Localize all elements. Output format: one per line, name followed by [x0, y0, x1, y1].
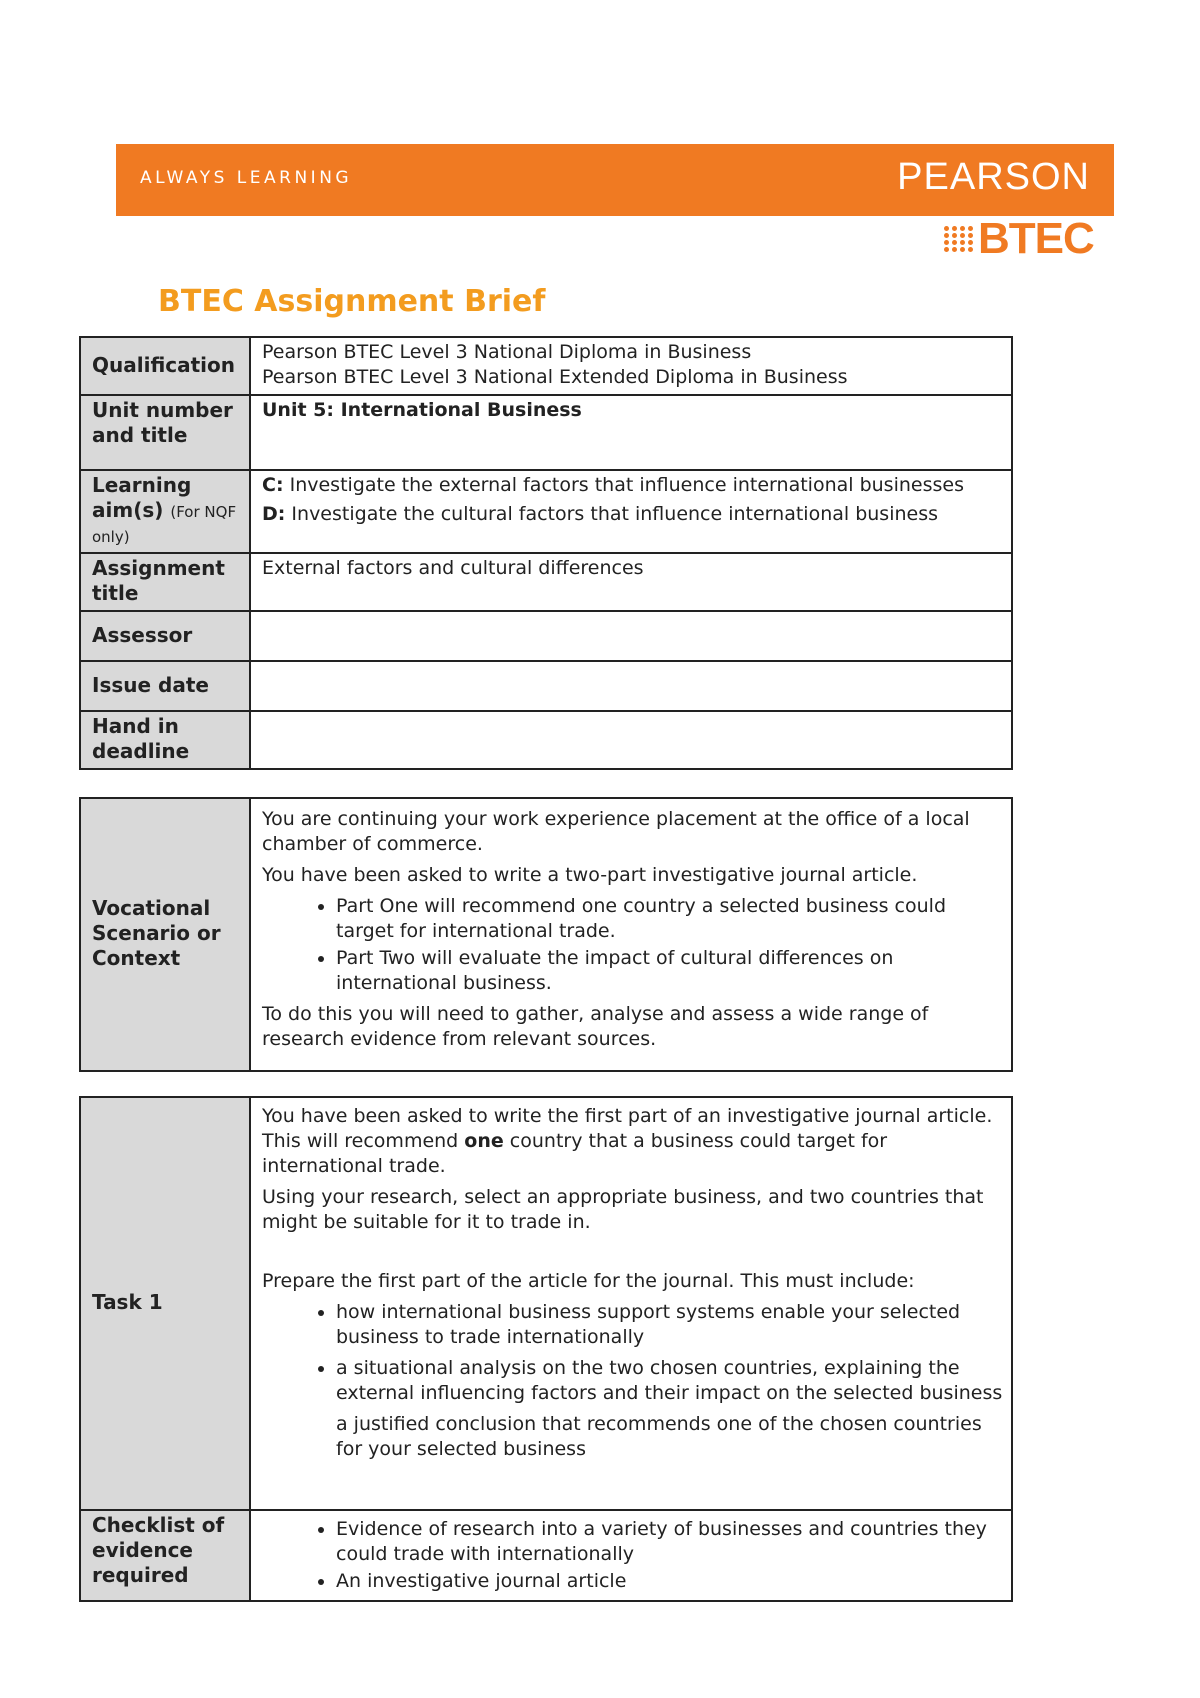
task-1-bullets	[262, 1300, 1003, 1406]
scenario-table	[79, 797, 1013, 1072]
qualification-line-2: Pearson BTEC Level 3 National Extended Diploma in Business	[262, 366, 848, 388]
task-1-bullet: • a situational analysis on the two chosen countries, explaining the external influencing factors and their impact on the selected business	[336, 1356, 1003, 1406]
assessor-label: Assessor	[80, 611, 250, 661]
aim-d	[262, 502, 1003, 527]
assessor-value[interactable]	[250, 611, 1012, 661]
scenario-bullets	[262, 894, 1003, 996]
btec-wordmark: BTEC	[978, 214, 1094, 263]
qualification-value	[250, 337, 1012, 395]
scenario-paragraph-3: To do this you will need to gather, analyse and assess a wide range of research evidence from relevant sources.	[262, 1003, 929, 1050]
spacer	[262, 1241, 1003, 1269]
learning-aims-value	[250, 470, 1012, 553]
task-1-label: Task 1	[80, 1097, 250, 1510]
scenario-paragraph-2: You have been asked to write a two-part investigative journal article.	[262, 864, 918, 886]
brief-table	[79, 336, 1013, 770]
task-1-text-b: country that a business could target for international trade.	[262, 1130, 888, 1177]
task-1-paragraph-2: Using your research, select an appropriate business, and two countries that might be suitable for it to trade in.	[262, 1186, 984, 1233]
row-qualification	[80, 337, 1012, 395]
checklist-bullets	[262, 1517, 1003, 1594]
checklist-bullet: • An investigative journal article	[336, 1569, 1003, 1594]
header-banner	[116, 144, 1114, 216]
row-unit	[80, 395, 1012, 470]
assignment-title-label: Assignment title	[80, 553, 250, 611]
qualification-label: Qualification	[80, 337, 250, 395]
row-issue-date	[80, 661, 1012, 711]
scenario-bullet: • Part One will recommend one country a selected business could target for international trade.	[336, 894, 1003, 944]
scenario-paragraph-1: You are continuing your work experience placement at the office of a local chamber of commerce.	[262, 808, 970, 855]
assignment-title-value: External factors and cultural differences	[250, 553, 1012, 611]
learning-aims-title: Learning aim(s)	[92, 473, 192, 522]
issue-date-label: Issue date	[80, 661, 250, 711]
checklist-content	[250, 1510, 1012, 1601]
row-checklist	[80, 1510, 1012, 1601]
row-deadline	[80, 711, 1012, 769]
aim-c-text: Investigate the external factors that influence international businesses	[289, 474, 964, 496]
row-assessor	[80, 611, 1012, 661]
tagline: ALWAYS LEARNING	[140, 168, 353, 188]
aim-c-code: C:	[262, 474, 284, 496]
row-scenario	[80, 798, 1012, 1071]
task-1-content	[250, 1097, 1012, 1510]
btec-dots-icon	[944, 226, 974, 252]
task-1-paragraph-3: Prepare the first part of the article for the journal. This must include:	[262, 1270, 915, 1292]
task-1-emphasis: one	[464, 1130, 504, 1152]
aim-d-text: Investigate the cultural factors that influence international business	[291, 503, 939, 525]
row-task-1	[80, 1097, 1012, 1510]
pearson-logo: PEARSON	[897, 156, 1090, 198]
scenario-label: Vocational Scenario or Context	[80, 798, 250, 1071]
aim-c	[262, 473, 1003, 498]
scenario-bullet: • Part Two will evaluate the impact of cultural differences on international business.	[336, 946, 1003, 996]
row-assignment-title	[80, 553, 1012, 611]
row-learning-aims	[80, 470, 1012, 553]
task-1-bullet: • how international business support systems enable your selected business to trade internationally	[336, 1300, 1003, 1350]
checklist-bullet: • Evidence of research into a variety of businesses and countries they could trade with internationally	[336, 1517, 1003, 1567]
unit-value: Unit 5: International Business	[250, 395, 1012, 470]
task-1-paragraph-4: a justified conclusion that recommends one of the chosen countries for your selected business	[336, 1413, 982, 1460]
learning-aims-note: (For NQF only)	[92, 503, 237, 546]
learning-aims-label	[80, 470, 250, 553]
task-1-text-a: You have been asked to write the first part of an investigative journal article. This will recommend	[262, 1105, 993, 1152]
deadline-value[interactable]	[250, 711, 1012, 769]
page-title: BTEC Assignment Brief	[158, 284, 546, 319]
task-1-paragraph-1	[262, 1104, 1003, 1179]
issue-date-value[interactable]	[250, 661, 1012, 711]
checklist-label: Checklist of evidence required	[80, 1510, 250, 1601]
unit-label: Unit number and title	[80, 395, 250, 470]
aim-d-code: D:	[262, 503, 286, 525]
task-table	[79, 1096, 1013, 1602]
scenario-content	[250, 798, 1012, 1071]
btec-logo	[944, 214, 1094, 264]
deadline-label: Hand in deadline	[80, 711, 250, 769]
qualification-line-1: Pearson BTEC Level 3 National Diploma in Business	[262, 341, 752, 363]
